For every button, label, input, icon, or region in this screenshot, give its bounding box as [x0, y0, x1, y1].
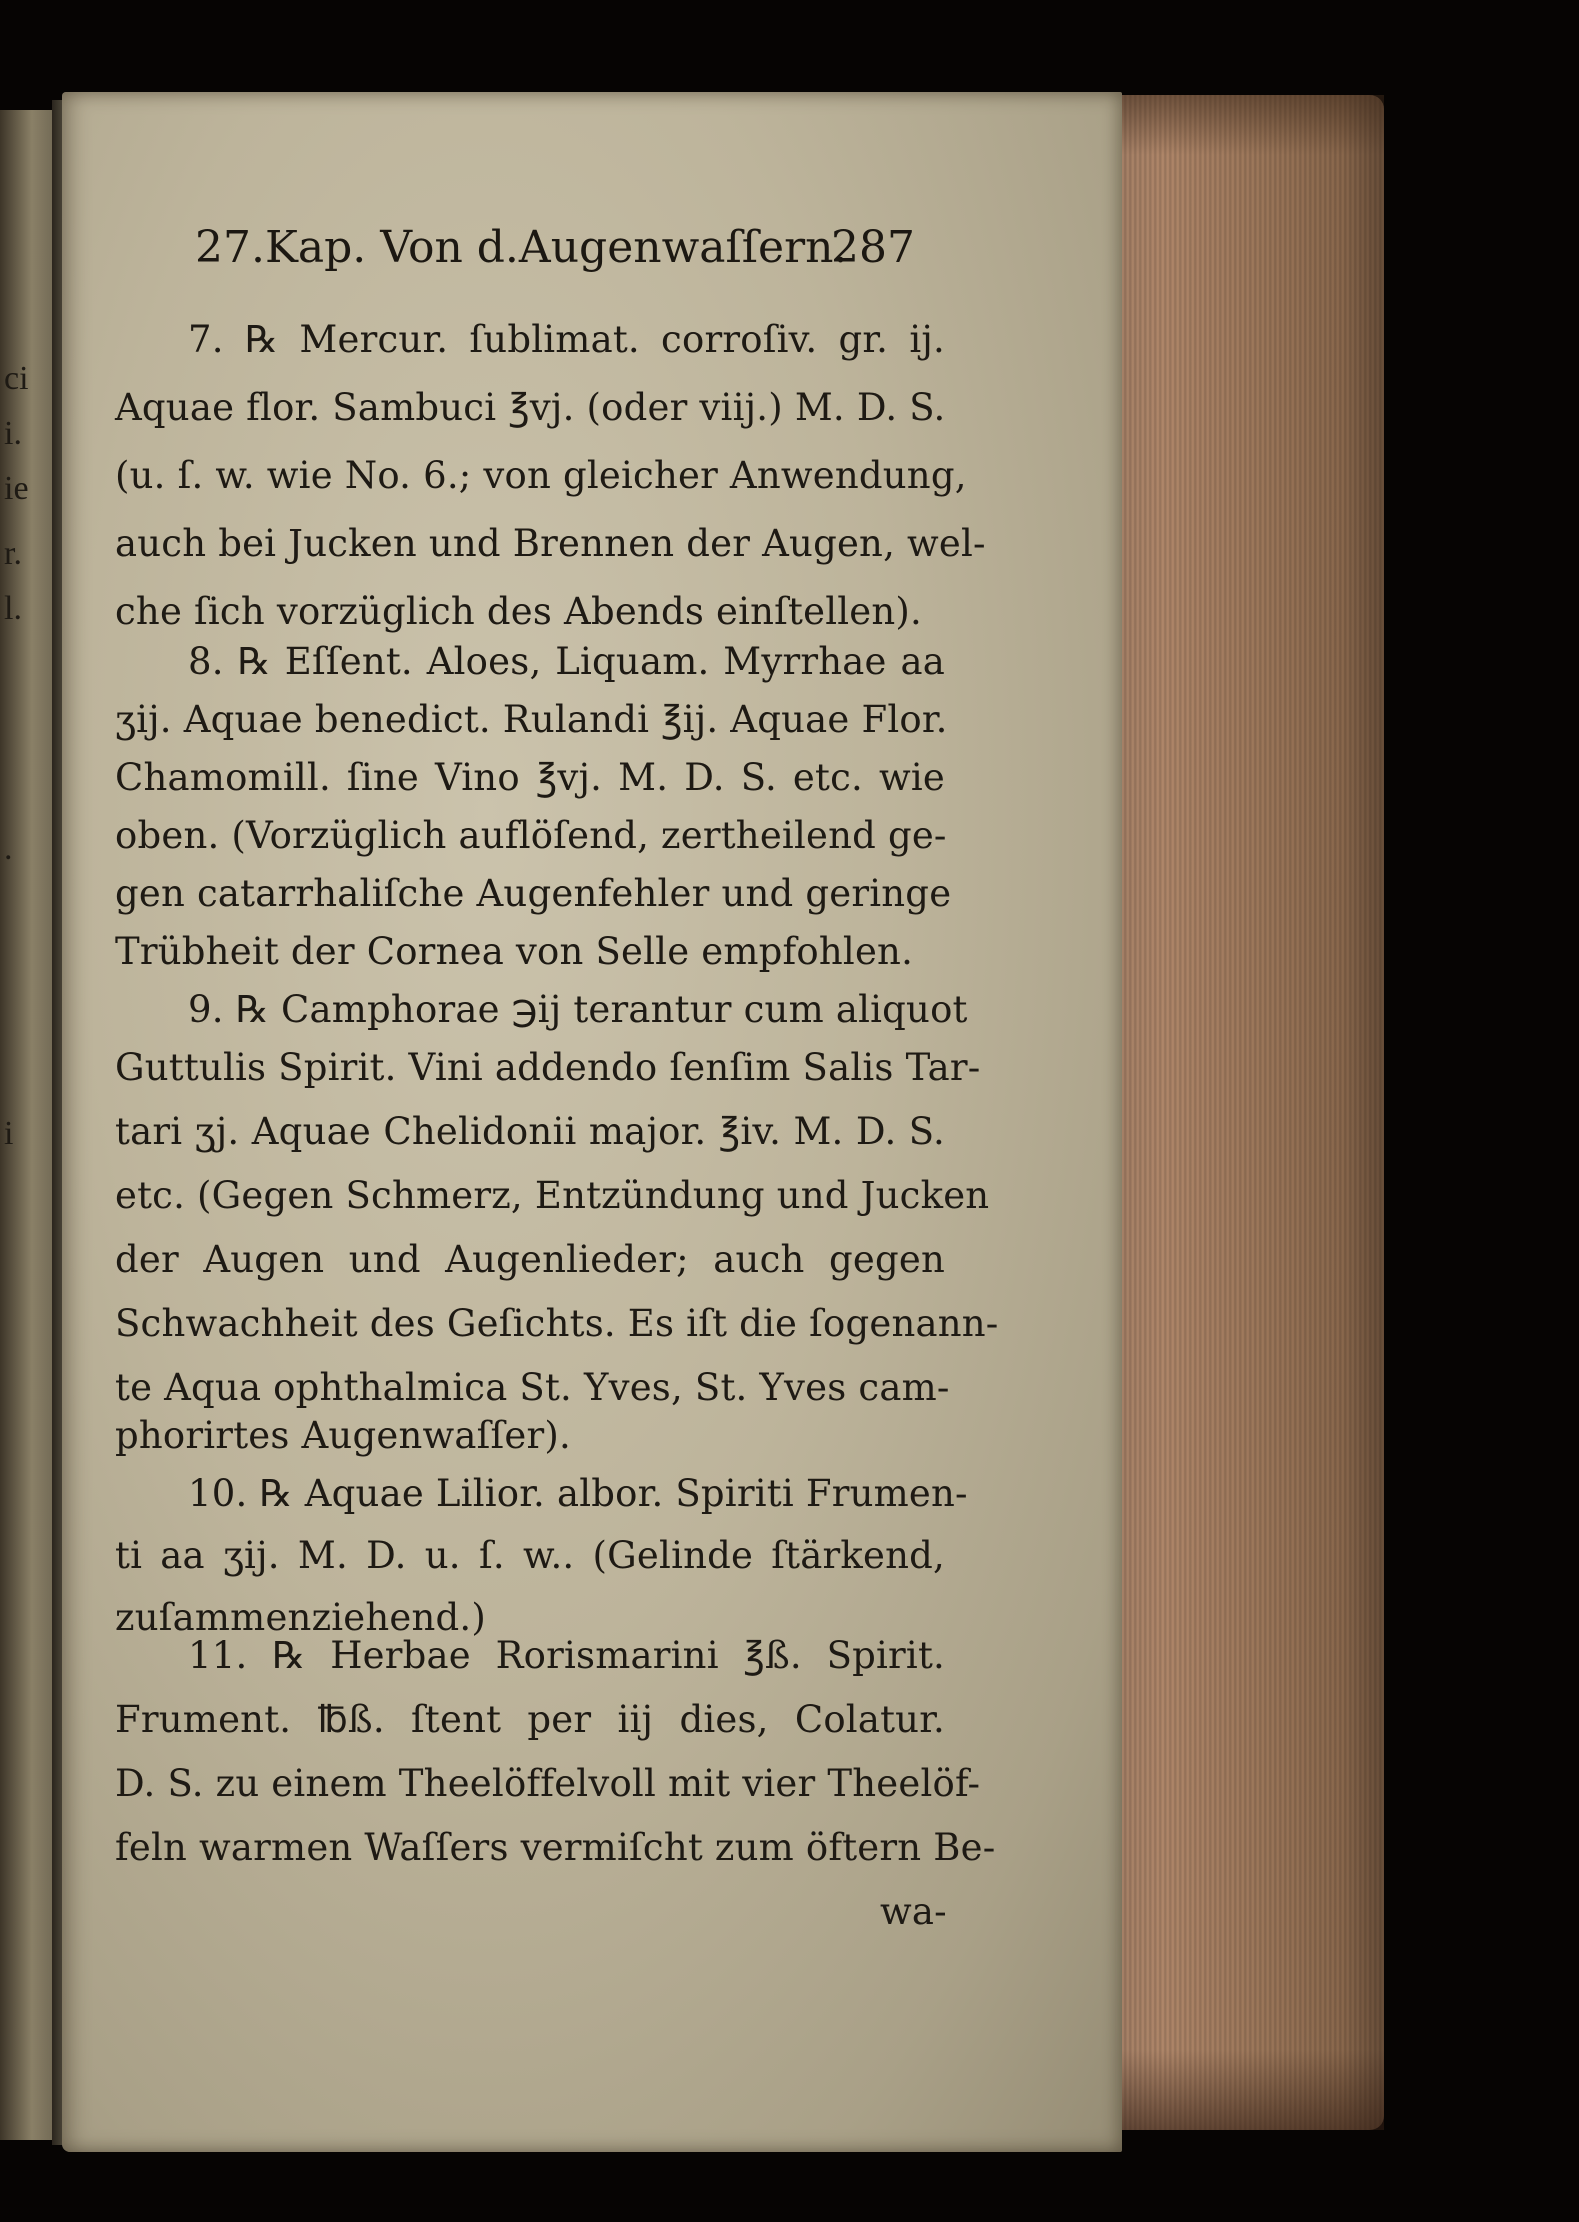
left-page-fragment: . — [4, 830, 13, 867]
text-line: (u. ſ. w. wie No. 6.; von gleicher Anwendung, — [115, 454, 967, 497]
left-page-fragment: i. — [4, 415, 22, 452]
left-page-edge — [0, 110, 58, 2140]
edge-shadow-bottom — [1108, 2050, 1384, 2130]
text-line: ʒij. Aquae benedict. Rulandi ℥ij. Aquae Flor. — [115, 698, 948, 741]
text-line: Schwachheit des Geſichts. Es iſt die ſogenann- — [115, 1302, 999, 1345]
text-line: Trübheit der Cornea von Selle empfohlen. — [115, 930, 914, 973]
text-line: auch bei Jucken und Brennen der Augen, wel- — [115, 522, 986, 565]
text-line: 9. ℞ Camphorae ℈ij terantur cum aliquot — [188, 988, 968, 1031]
text-line: 11. ℞ Herbae Rorismarini ℥ß. Spirit. — [188, 1634, 945, 1677]
text-line: 7. ℞ Mercur. ſublimat. corroſiv. gr. ij. — [188, 318, 945, 361]
text-line: phorirtes Augenwaſſer). — [115, 1414, 571, 1457]
text-line: der Augen und Augenlieder; auch gegen — [115, 1238, 945, 1281]
catchword: wa- — [880, 1890, 947, 1933]
text-line: oben. (Vorzüglich auflöſend, zertheilend ge- — [115, 814, 947, 857]
text-line: zuſammenziehend.) — [115, 1596, 487, 1639]
page-header — [195, 222, 955, 292]
page-number: 287 — [831, 222, 915, 273]
left-page-fragment: ci — [4, 360, 29, 397]
left-page-fragment: i — [4, 1115, 14, 1152]
text-line: che ſich vorzüglich des Abends einſtellen). — [115, 590, 923, 633]
left-page-fragment: r. — [4, 535, 22, 572]
text-line: gen catarrhaliſche Augenfehler und geringe — [115, 872, 952, 915]
text-line: ti aa ʒij. M. D. u. ſ. w.. (Gelinde ſtärkend, — [115, 1534, 945, 1577]
text-line: Chamomill. ſine Vino ℥vj. M. D. S. etc. wie — [115, 756, 945, 799]
text-line: Guttulis Spirit. Vini addendo ſenſim Salis Tar- — [115, 1046, 981, 1089]
page-stack-edge — [1108, 95, 1384, 2130]
text-line: Aquae flor. Sambuci ℥vj. (oder viij.) M. D. S. — [115, 386, 946, 429]
text-line: te Aqua ophthalmica St. Yves, St. Yves cam- — [115, 1366, 950, 1409]
text-line: Frument. ℔ß. ſtent per iij dies, Colatur. — [115, 1698, 945, 1741]
text-line: 8. ℞ Eſſent. Aloes, Liquam. Myrrhae aa — [188, 640, 945, 683]
text-line: etc. (Gegen Schmerz, Entzündung und Jucken — [115, 1174, 990, 1217]
text-line: feln warmen Waſſers vermiſcht zum öftern Be- — [115, 1826, 996, 1869]
left-page-fragment: l. — [4, 590, 22, 627]
text-line: 10. ℞ Aquae Lilior. albor. Spiriti Frumen- — [188, 1472, 968, 1515]
running-title: 27.Kap. Von d.Augenwaſſern. — [195, 222, 848, 273]
text-line: tari ʒj. Aquae Chelidonii major. ℥iv. M. D. S. — [115, 1110, 945, 1153]
text-line: D. S. zu einem Theelöffelvoll mit vier Theelöf- — [115, 1762, 981, 1805]
left-page-fragment: ie — [4, 470, 29, 507]
edge-shadow-top — [1108, 95, 1384, 155]
